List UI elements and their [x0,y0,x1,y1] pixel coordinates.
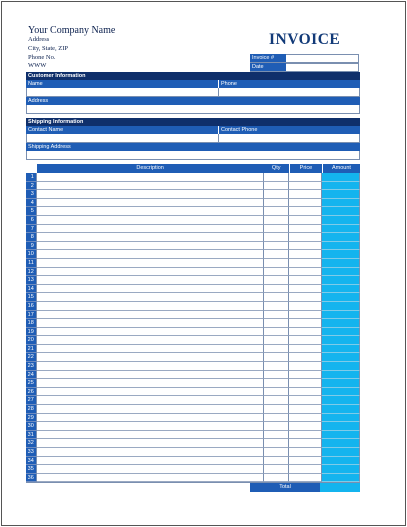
description-cell[interactable] [37,302,264,311]
description-cell[interactable] [37,311,264,320]
row-number: 4 [26,199,37,208]
table-row [26,207,360,216]
customer-section [26,72,360,114]
description-cell[interactable] [37,190,264,199]
amount-cell[interactable] [322,207,360,216]
price-cell[interactable] [289,216,322,225]
price-cell[interactable] [289,311,322,320]
description-cell[interactable] [37,396,264,405]
amount-cell[interactable] [322,474,360,483]
amount-cell[interactable] [322,293,360,302]
company-address: Address [28,36,50,43]
table-row [26,448,360,457]
description-cell[interactable] [37,216,264,225]
table-row [26,250,360,259]
row-number: 33 [26,448,37,457]
customer-heading: Customer Information [26,72,360,80]
table-row [26,242,360,251]
qty-cell[interactable] [264,225,289,234]
description-cell[interactable] [37,474,264,483]
amount-cell[interactable] [322,405,360,414]
qty-cell[interactable] [264,379,289,388]
row-number: 15 [26,293,37,302]
price-cell[interactable] [289,182,322,191]
price-cell[interactable] [289,448,322,457]
amount-cell[interactable] [322,268,360,277]
amount-cell[interactable] [322,242,360,251]
description-cell[interactable] [37,336,264,345]
qty-cell[interactable] [264,431,289,440]
qty-cell[interactable] [264,414,289,423]
row-number: 5 [26,207,37,216]
company-phone: Phone No. [28,53,56,61]
price-cell[interactable] [289,319,322,328]
amount-cell[interactable] [322,336,360,345]
row-number: 28 [26,405,37,414]
description-cell[interactable] [37,319,264,328]
row-number: 21 [26,345,37,354]
description-cell[interactable] [37,465,264,474]
price-cell[interactable] [289,242,322,251]
row-number: 3 [26,190,37,199]
price-cell[interactable] [289,474,322,483]
description-cell[interactable] [37,457,264,466]
qty-cell[interactable] [264,371,289,380]
table-row [26,259,360,268]
total-row [250,483,360,492]
qty-cell[interactable] [264,216,289,225]
qty-cell[interactable] [264,311,289,320]
qty-cell[interactable] [264,474,289,483]
amount-cell[interactable] [322,328,360,337]
row-number: 31 [26,431,37,440]
amount-cell[interactable] [322,225,360,234]
table-row [26,319,360,328]
amount-cell[interactable] [322,379,360,388]
qty-cell[interactable] [264,405,289,414]
price-cell[interactable] [289,422,322,431]
customer-label-row [26,80,360,88]
table-row [26,474,360,483]
table-row [26,465,360,474]
price-cell[interactable] [289,396,322,405]
items-table [26,164,360,483]
amount-cell[interactable] [322,362,360,371]
amount-cell[interactable] [322,345,360,354]
row-number: 18 [26,319,37,328]
table-row [26,302,360,311]
customer-name-field[interactable] [26,88,218,97]
qty-cell[interactable] [264,336,289,345]
company-web: WWW [28,62,47,70]
customer-address-label: Address [26,97,360,105]
qty-cell[interactable] [264,190,289,199]
description-cell[interactable] [37,173,264,182]
description-cell[interactable] [37,379,264,388]
row-number: 11 [26,259,37,268]
amount-cell[interactable] [322,259,360,268]
total-value-field[interactable] [320,483,360,492]
customer-input-row [26,88,360,97]
invoice-meta-box [250,54,359,72]
qty-cell[interactable] [264,276,289,285]
shipping-address-field[interactable] [26,151,360,160]
table-row [26,431,360,440]
price-cell[interactable] [289,268,322,277]
price-cell[interactable] [289,233,322,242]
amount-cell[interactable] [322,233,360,242]
amount-cell[interactable] [322,353,360,362]
price-cell[interactable] [289,345,322,354]
qty-cell[interactable] [264,396,289,405]
description-cell[interactable] [37,353,264,362]
price-cell[interactable] [289,293,322,302]
description-header: Description [37,164,264,173]
price-cell[interactable] [289,225,322,234]
row-number: 35 [26,465,37,474]
table-row [26,362,360,371]
customer-phone-field[interactable] [218,88,360,97]
contact-name-label: Contact Name [26,126,218,134]
row-number: 8 [26,233,37,242]
item-rows [26,173,360,483]
description-cell[interactable] [37,250,264,259]
amount-cell[interactable] [322,448,360,457]
table-row [26,173,360,182]
amount-cell[interactable] [322,285,360,294]
row-number: 12 [26,268,37,277]
price-cell[interactable] [289,328,322,337]
price-cell[interactable] [289,285,322,294]
row-number: 14 [26,285,37,294]
row-number: 25 [26,379,37,388]
customer-address-field[interactable] [26,105,360,114]
price-cell[interactable] [289,336,322,345]
row-number: 29 [26,414,37,423]
invoice-title: INVOICE [269,31,341,48]
table-row [26,439,360,448]
row-number: 27 [26,396,37,405]
table-row [26,190,360,199]
qty-cell[interactable] [264,362,289,371]
qty-cell[interactable] [264,182,289,191]
amount-cell[interactable] [322,182,360,191]
amount-cell[interactable] [322,431,360,440]
qty-cell[interactable] [264,242,289,251]
description-cell[interactable] [37,422,264,431]
table-row [26,422,360,431]
amount-cell[interactable] [322,396,360,405]
amount-cell[interactable] [322,173,360,182]
table-row [26,328,360,337]
invoice-number-label: Invoice # [250,54,286,62]
amount-cell[interactable] [322,388,360,397]
contact-phone-field[interactable] [218,134,360,143]
qty-cell[interactable] [264,353,289,362]
table-row [26,182,360,191]
shipping-section [26,118,360,160]
table-row [26,216,360,225]
qty-cell[interactable] [264,388,289,397]
price-cell[interactable] [289,199,322,208]
qty-cell[interactable] [264,293,289,302]
description-cell[interactable] [37,448,264,457]
description-cell[interactable] [37,345,264,354]
customer-name-label: Name [26,80,218,88]
description-cell[interactable] [37,225,264,234]
qty-cell[interactable] [264,345,289,354]
qty-cell[interactable] [264,285,289,294]
description-cell[interactable] [37,182,264,191]
price-cell[interactable] [289,439,322,448]
price-cell[interactable] [289,302,322,311]
amount-header: Amount [322,164,360,173]
price-header: Price [289,164,322,173]
table-row [26,371,360,380]
row-number: 20 [26,336,37,345]
row-number: 34 [26,457,37,466]
amount-cell[interactable] [322,302,360,311]
amount-cell[interactable] [322,439,360,448]
invoice-number-row [250,54,359,63]
table-row [26,345,360,354]
table-row [26,225,360,234]
table-row [26,388,360,397]
contact-phone-label: Contact Phone [218,126,360,134]
description-cell[interactable] [37,268,264,277]
row-number: 36 [26,474,37,483]
row-number: 22 [26,353,37,362]
amount-cell[interactable] [322,216,360,225]
qty-cell[interactable] [264,457,289,466]
table-row [26,199,360,208]
table-row [26,405,360,414]
description-cell[interactable] [37,388,264,397]
table-row [26,268,360,277]
description-cell[interactable] [37,414,264,423]
qty-cell[interactable] [264,268,289,277]
description-cell[interactable] [37,233,264,242]
price-cell[interactable] [289,276,322,285]
description-cell[interactable] [37,199,264,208]
table-row [26,336,360,345]
qty-cell[interactable] [264,465,289,474]
table-row [26,293,360,302]
row-number: 30 [26,422,37,431]
row-number: 10 [26,250,37,259]
table-row [26,353,360,362]
price-cell[interactable] [289,371,322,380]
description-cell[interactable] [37,362,264,371]
company-block [28,26,115,72]
price-cell[interactable] [289,414,322,423]
table-row [26,414,360,423]
qty-header: Qty [264,164,289,173]
customer-phone-label: Phone [218,80,360,88]
company-city: City, State, ZIP [28,44,69,52]
company-name: Your Company Name [28,25,116,36]
description-cell[interactable] [37,207,264,216]
row-number: 16 [26,302,37,311]
row-number: 13 [26,276,37,285]
price-cell[interactable] [289,465,322,474]
qty-cell[interactable] [264,250,289,259]
description-cell[interactable] [37,259,264,268]
total-label: Total [250,483,320,492]
amount-cell[interactable] [322,199,360,208]
qty-cell[interactable] [264,302,289,311]
shipping-address-label: Shipping Address [26,143,360,151]
description-cell[interactable] [37,276,264,285]
row-number: 24 [26,371,37,380]
amount-cell[interactable] [322,371,360,380]
row-number: 23 [26,362,37,371]
description-cell[interactable] [37,405,264,414]
description-cell[interactable] [37,439,264,448]
qty-cell[interactable] [264,199,289,208]
qty-cell[interactable] [264,233,289,242]
price-cell[interactable] [289,190,322,199]
qty-cell[interactable] [264,328,289,337]
description-cell[interactable] [37,285,264,294]
table-row [26,233,360,242]
table-row [26,285,360,294]
row-number: 32 [26,439,37,448]
row-number: 6 [26,216,37,225]
amount-cell[interactable] [322,422,360,431]
price-cell[interactable] [289,388,322,397]
table-row [26,276,360,285]
amount-cell[interactable] [322,414,360,423]
row-number: 19 [26,328,37,337]
amount-cell[interactable] [322,465,360,474]
price-cell[interactable] [289,431,322,440]
invoice-number-field[interactable] [286,54,359,62]
price-cell[interactable] [289,259,322,268]
price-cell[interactable] [289,362,322,371]
qty-cell[interactable] [264,319,289,328]
amount-cell[interactable] [322,457,360,466]
row-number: 17 [26,311,37,320]
amount-cell[interactable] [322,311,360,320]
qty-cell[interactable] [264,173,289,182]
invoice-page [1,1,406,526]
row-number: 2 [26,182,37,191]
price-cell[interactable] [289,173,322,182]
qty-cell[interactable] [264,422,289,431]
amount-cell[interactable] [322,276,360,285]
table-row [26,311,360,320]
row-number-header [26,164,37,173]
shipping-label-row [26,126,360,134]
shipping-heading: Shipping Information [26,118,360,126]
description-cell[interactable] [37,328,264,337]
row-number: 7 [26,225,37,234]
qty-cell[interactable] [264,207,289,216]
row-number: 9 [26,242,37,251]
invoice-date-row [250,63,359,72]
price-cell[interactable] [289,353,322,362]
amount-cell[interactable] [322,250,360,259]
description-cell[interactable] [37,293,264,302]
price-cell[interactable] [289,379,322,388]
description-cell[interactable] [37,242,264,251]
amount-cell[interactable] [322,319,360,328]
price-cell[interactable] [289,457,322,466]
description-cell[interactable] [37,431,264,440]
qty-cell[interactable] [264,439,289,448]
price-cell[interactable] [289,207,322,216]
contact-name-field[interactable] [26,134,218,143]
description-cell[interactable] [37,371,264,380]
row-number: 1 [26,173,37,182]
table-row [26,457,360,466]
items-header [26,164,360,173]
price-cell[interactable] [289,250,322,259]
qty-cell[interactable] [264,448,289,457]
invoice-date-field[interactable] [286,63,359,71]
qty-cell[interactable] [264,259,289,268]
amount-cell[interactable] [322,190,360,199]
price-cell[interactable] [289,405,322,414]
invoice-date-label: Date [250,63,286,71]
row-number: 26 [26,388,37,397]
table-row [26,396,360,405]
shipping-input-row [26,134,360,143]
table-row [26,379,360,388]
